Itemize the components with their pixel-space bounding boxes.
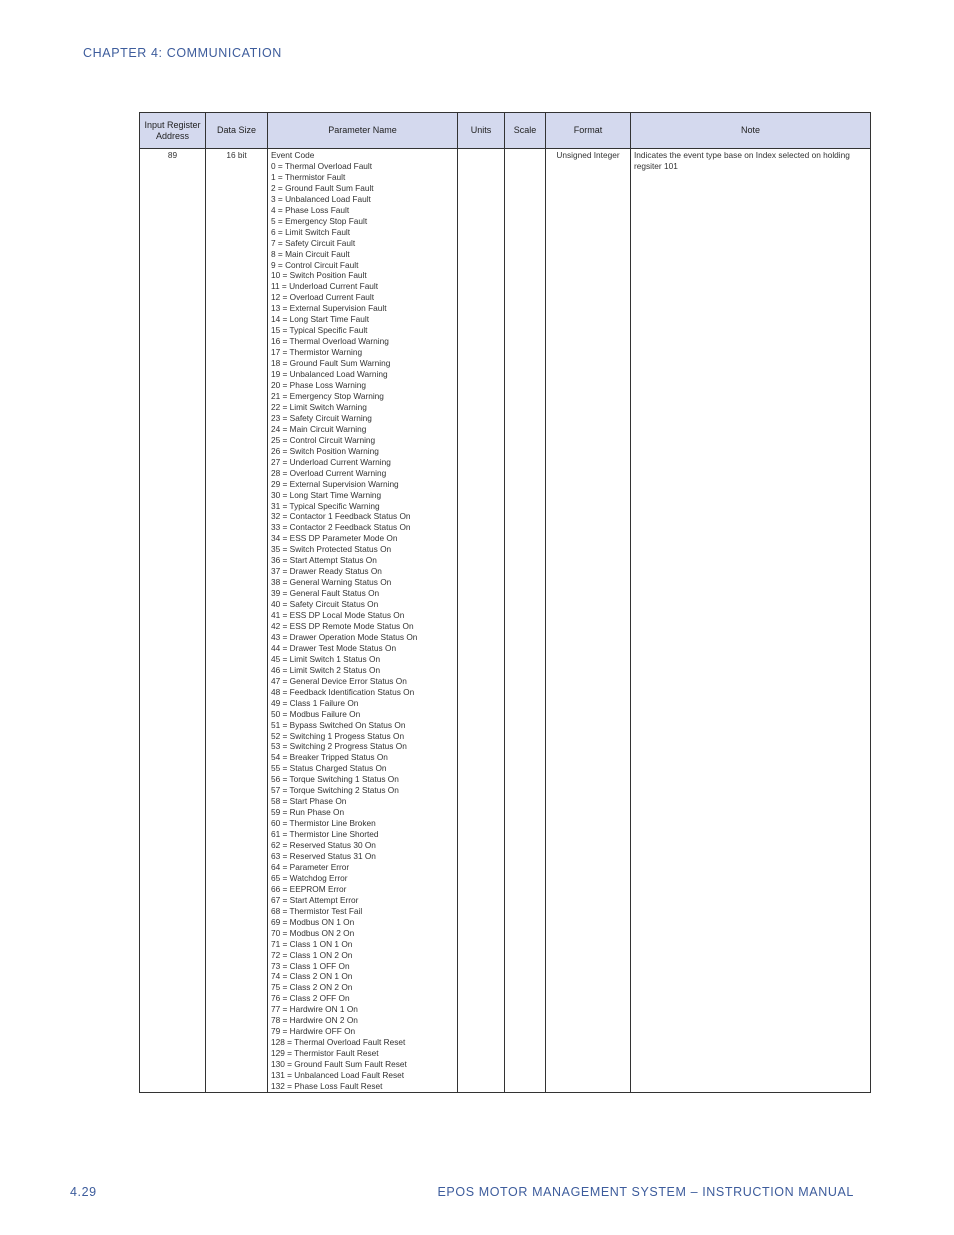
event-code-item: 44 = Drawer Test Mode Status On xyxy=(271,642,397,653)
event-code-item: 59 = Run Phase On xyxy=(271,807,345,818)
event-code-item: 51 = Bypass Switched On Status On xyxy=(271,719,406,730)
event-code-item: 18 = Ground Fault Sum Warning xyxy=(271,358,391,369)
event-code-item: 77 = Hardwire ON 1 On xyxy=(271,1004,358,1015)
cell-units xyxy=(458,149,505,1093)
cell-scale xyxy=(505,149,546,1093)
event-code-item: 75 = Class 2 ON 2 On xyxy=(271,982,353,993)
event-code-item: 62 = Reserved Status 30 On xyxy=(271,840,376,851)
event-code-item: 22 = Limit Switch Warning xyxy=(271,401,367,412)
event-code-item: 79 = Hardwire OFF On xyxy=(271,1026,356,1037)
event-code-item: 38 = General Warning Status On xyxy=(271,577,392,588)
page-number: 4.29 xyxy=(70,1185,97,1199)
chapter-header: CHAPTER 4: COMMUNICATION xyxy=(83,46,282,60)
event-code-item: 26 = Switch Position Warning xyxy=(271,445,379,456)
event-code-item: 54 = Breaker Tripped Status On xyxy=(271,752,388,763)
event-code-item: 34 = ESS DP Parameter Mode On xyxy=(271,533,398,544)
event-code-item: 131 = Unbalanced Load Fault Reset xyxy=(271,1070,405,1081)
event-code-item: 5 = Emergency Stop Fault xyxy=(271,215,368,226)
event-code-item: 29 = External Supervision Warning xyxy=(271,478,399,489)
cell-note: Indicates the event type base on Index selected on holding regsiter 101 xyxy=(631,149,871,1093)
event-code-item: 37 = Drawer Ready Status On xyxy=(271,566,382,577)
event-code-item: 40 = Safety Circuit Status On xyxy=(271,599,379,610)
event-code-item: 47 = General Device Error Status On xyxy=(271,675,407,686)
col-header-units: Units xyxy=(458,113,505,149)
event-code-item: 61 = Thermistor Line Shorted xyxy=(271,829,379,840)
event-code-list xyxy=(271,161,454,1092)
event-code-item: 70 = Modbus ON 2 On xyxy=(271,927,355,938)
event-code-item: 25 = Control Circuit Warning xyxy=(271,434,376,445)
col-header-parameter: Parameter Name xyxy=(268,113,458,149)
event-code-item: 130 = Ground Fault Sum Fault Reset xyxy=(271,1059,407,1070)
event-code-item: 3 = Unbalanced Load Fault xyxy=(271,193,371,204)
event-code-item: 58 = Start Phase On xyxy=(271,796,347,807)
cell-address: 89 xyxy=(140,149,206,1093)
event-code-item: 73 = Class 1 OFF On xyxy=(271,960,350,971)
event-code-item: 49 = Class 1 Failure On xyxy=(271,697,359,708)
event-code-item: 128 = Thermal Overload Fault Reset xyxy=(271,1037,406,1048)
event-code-item: 64 = Parameter Error xyxy=(271,861,350,872)
event-code-item: 74 = Class 2 ON 1 On xyxy=(271,971,353,982)
event-code-item: 66 = EEPROM Error xyxy=(271,883,347,894)
event-code-item: 78 = Hardwire ON 2 On xyxy=(271,1015,358,1026)
event-code-item: 48 = Feedback Identification Status On xyxy=(271,686,415,697)
event-code-item: 31 = Typical Specific Warning xyxy=(271,500,380,511)
event-code-item: 13 = External Supervision Fault xyxy=(271,303,387,314)
event-code-item: 35 = Switch Protected Status On xyxy=(271,544,392,555)
event-code-item: 9 = Control Circuit Fault xyxy=(271,259,359,270)
col-header-scale: Scale xyxy=(505,113,546,149)
event-code-item: 10 = Switch Position Fault xyxy=(271,270,367,281)
event-code-item: 129 = Thermistor Fault Reset xyxy=(271,1048,379,1059)
event-code-item: 71 = Class 1 ON 1 On xyxy=(271,938,353,949)
event-code-item: 43 = Drawer Operation Mode Status On xyxy=(271,631,418,642)
cell-size: 16 bit xyxy=(206,149,268,1093)
event-code-item: 14 = Long Start Time Fault xyxy=(271,314,370,325)
col-header-format: Format xyxy=(546,113,631,149)
event-code-item: 6 = Limit Switch Fault xyxy=(271,226,351,237)
cell-parameter xyxy=(268,149,458,1093)
col-header-note: Note xyxy=(631,113,871,149)
event-code-item: 60 = Thermistor Line Broken xyxy=(271,818,376,829)
event-code-item: 132 = Phase Loss Fault Reset xyxy=(271,1081,383,1092)
event-code-item: 1 = Thermistor Fault xyxy=(271,171,346,182)
event-code-item: 76 = Class 2 OFF On xyxy=(271,993,350,1004)
event-code-item: 23 = Safety Circuit Warning xyxy=(271,412,372,423)
event-code-item: 55 = Status Charged Status On xyxy=(271,763,387,774)
event-code-item: 53 = Switching 2 Progress Status On xyxy=(271,741,407,752)
input-register-table xyxy=(139,112,871,1093)
event-code-item: 12 = Overload Current Fault xyxy=(271,292,375,303)
event-code-item: 57 = Torque Switching 2 Status On xyxy=(271,785,399,796)
manual-title: EPOS MOTOR MANAGEMENT SYSTEM – INSTRUCTION MANUAL xyxy=(437,1185,854,1199)
event-code-item: 15 = Typical Specific Fault xyxy=(271,325,368,336)
table-row xyxy=(140,149,871,1093)
event-code-item: 21 = Emergency Stop Warning xyxy=(271,390,384,401)
table-header-row xyxy=(140,113,871,149)
event-code-item: 45 = Limit Switch 1 Status On xyxy=(271,653,381,664)
event-code-item: 46 = Limit Switch 2 Status On xyxy=(271,664,381,675)
event-code-item: 24 = Main Circuit Warning xyxy=(271,423,367,434)
event-code-item: 27 = Underload Current Warning xyxy=(271,456,391,467)
event-code-item: 2 = Ground Fault Sum Fault xyxy=(271,182,374,193)
event-code-item: 4 = Phase Loss Fault xyxy=(271,204,350,215)
event-code-item: 36 = Start Attempt Status On xyxy=(271,555,377,566)
event-code-item: 52 = Switching 1 Progess Status On xyxy=(271,730,405,741)
event-code-item: 8 = Main Circuit Fault xyxy=(271,248,350,259)
event-code-item: 65 = Watchdog Error xyxy=(271,872,348,883)
event-code-item: 39 = General Fault Status On xyxy=(271,588,380,599)
parameter-title: Event Code xyxy=(271,150,315,160)
event-code-item: 41 = ESS DP Local Mode Status On xyxy=(271,610,405,621)
event-code-item: 50 = Modbus Failure On xyxy=(271,708,361,719)
event-code-item: 0 = Thermal Overload Fault xyxy=(271,160,373,171)
event-code-item: 72 = Class 1 ON 2 On xyxy=(271,949,353,960)
event-code-item: 69 = Modbus ON 1 On xyxy=(271,916,355,927)
event-code-item: 19 = Unbalanced Load Warning xyxy=(271,369,388,380)
col-header-address: Input Register Address xyxy=(140,113,206,149)
event-code-item: 32 = Contactor 1 Feedback Status On xyxy=(271,511,411,522)
event-code-item: 7 = Safety Circuit Fault xyxy=(271,237,356,248)
event-code-item: 33 = Contactor 2 Feedback Status On xyxy=(271,522,411,533)
event-code-item: 67 = Start Attempt Error xyxy=(271,894,359,905)
event-code-item: 56 = Torque Switching 1 Status On xyxy=(271,774,399,785)
event-code-item: 42 = ESS DP Remote Mode Status On xyxy=(271,620,414,631)
event-code-item: 20 = Phase Loss Warning xyxy=(271,380,366,391)
event-code-item: 28 = Overload Current Warning xyxy=(271,467,387,478)
col-header-size: Data Size xyxy=(206,113,268,149)
event-code-item: 16 = Thermal Overload Warning xyxy=(271,336,389,347)
event-code-item: 63 = Reserved Status 31 On xyxy=(271,851,376,861)
event-code-item: 11 = Underload Current Fault xyxy=(271,281,379,292)
event-code-item: 17 = Thermistor Warning xyxy=(271,347,363,358)
event-code-item: 68 = Thermistor Test Fail xyxy=(271,905,363,916)
cell-format: Unsigned Integer xyxy=(546,149,631,1093)
event-code-item: 30 = Long Start Time Warning xyxy=(271,489,382,500)
